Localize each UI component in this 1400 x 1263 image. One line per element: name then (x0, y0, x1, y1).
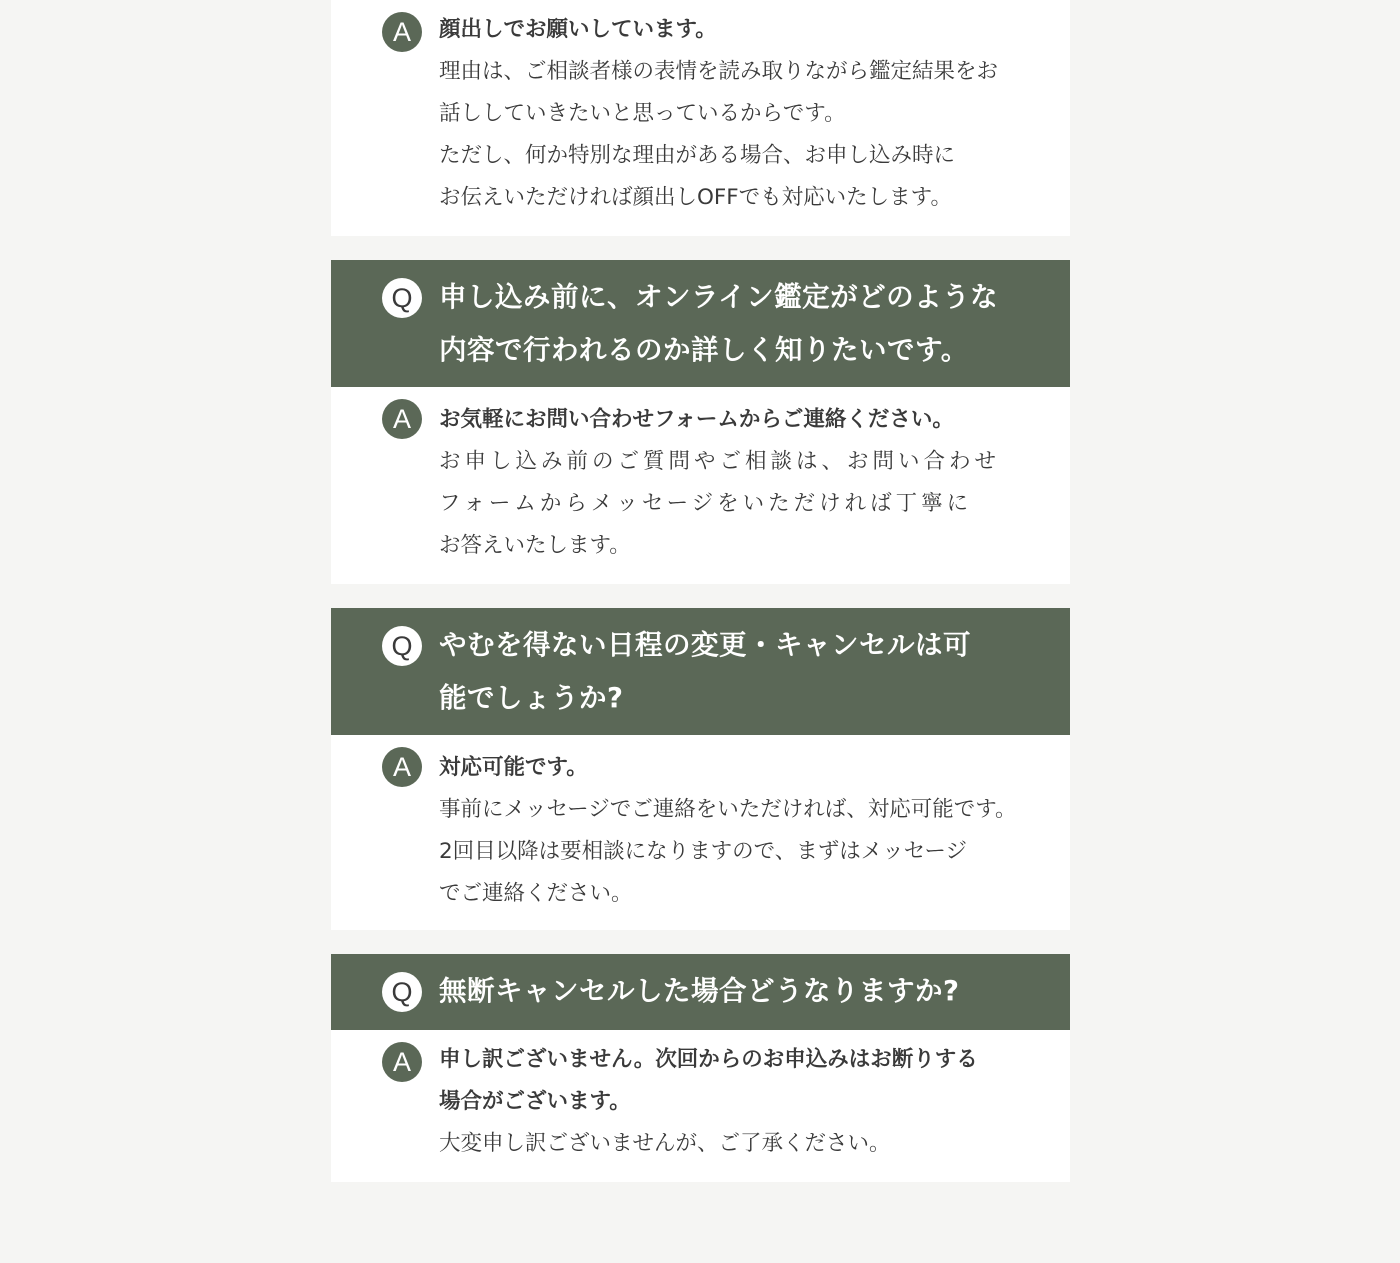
answer-badge: A (382, 1042, 422, 1082)
question-badge: Q (382, 278, 422, 318)
question-line: 申し込み前に、オンライン鑑定がどのような (439, 281, 999, 313)
question-line: 無断キャンセルした場合どうなりますか? (439, 975, 960, 1007)
answer-line: でご連絡ください。 (439, 881, 633, 906)
answer-badge: A (382, 12, 422, 52)
question-badge: Q (382, 626, 422, 666)
answer-line: ただし、何か特別な理由がある場合、お申し込み時に (439, 143, 956, 168)
answer-line: お伝えいただければ顔出しOFFでも対応いたします。 (439, 185, 952, 210)
question-text (439, 619, 1039, 725)
answer-line: 2回目以降は要相談になりますので、まずはメッセージ (439, 839, 967, 864)
answer-line: 事前にメッセージでご連絡をいただければ、対応可能です。 (439, 797, 1017, 822)
answer-headline: 場合がございます。 (439, 1089, 631, 1114)
answer-text (439, 399, 1039, 567)
answer-line: フォームからメッセージをいただければ丁寧に (439, 491, 973, 516)
question-badge: Q (382, 972, 422, 1012)
faq-answer-3 (331, 735, 1070, 930)
question-line: やむを得ない日程の変更・キャンセルは可 (439, 629, 971, 661)
faq-question-2 (331, 260, 1070, 387)
answer-headline: 顔出しでお願いしています。 (439, 17, 717, 42)
faq-answer-1 (331, 0, 1070, 236)
answer-text (439, 9, 1039, 219)
faq-answer-4 (331, 1030, 1070, 1182)
answer-line: 話ししていきたいと思っているからです。 (439, 101, 846, 126)
answer-text (439, 1039, 1039, 1165)
answer-headline: 申し訳ございません。次回からのお申込みはお断りする (439, 1047, 978, 1072)
answer-text (439, 747, 1039, 915)
faq-question-3 (331, 608, 1070, 735)
faq-list (331, 0, 1070, 1182)
question-line: 内容で行われるのか詳しく知りたいです。 (439, 334, 969, 366)
answer-headline: 対応可能です。 (439, 755, 588, 780)
answer-headline: お気軽にお問い合わせフォームからご連絡ください。 (439, 407, 954, 432)
answer-badge: A (382, 747, 422, 787)
answer-line: 理由は、ご相談者様の表情を読み取りながら鑑定結果をお (439, 59, 999, 84)
question-text (439, 271, 1039, 377)
faq-question-4 (331, 954, 1070, 1030)
faq-answer-2 (331, 387, 1070, 584)
answer-badge: A (382, 399, 422, 439)
answer-line: お答えいたします。 (439, 533, 631, 558)
question-text (439, 965, 1039, 1018)
question-line: 能でしょうか? (439, 682, 624, 714)
answer-line: お申し込み前のご質問やご相談は、お問い合わせ (439, 449, 1001, 474)
answer-line: 大変申し訳ございませんが、ご了承ください。 (439, 1131, 891, 1156)
